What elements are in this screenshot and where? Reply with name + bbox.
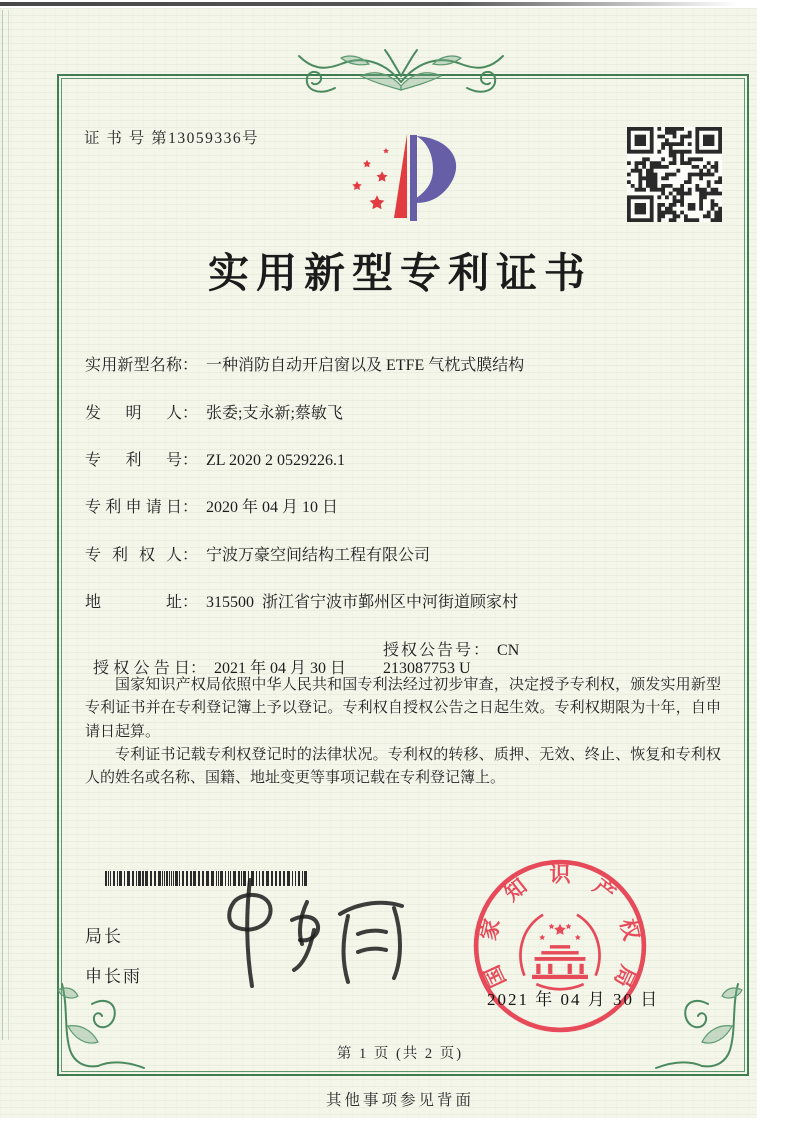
- field-label: 实用新型名称: [85, 357, 182, 374]
- page-number: 第 1 页 (共 2 页): [336, 1046, 464, 1062]
- seal-national-emblem: [521, 915, 600, 990]
- field-address: [85, 589, 518, 612]
- field-colon: ：: [182, 547, 199, 564]
- svg-text:国: 国: [479, 961, 511, 991]
- field-value: CN 213087753 U: [383, 642, 524, 677]
- scan-edge-left: [2, 10, 9, 1040]
- field-value: 2021 年 04 月 30 日: [214, 660, 347, 677]
- field-inventors: [85, 400, 343, 423]
- field-grant-number: [383, 637, 524, 678]
- svg-text:家: 家: [476, 916, 505, 943]
- logo-triangle: [394, 134, 407, 218]
- field-utility-model-name: [85, 352, 524, 375]
- signer-title: 局长: [85, 927, 123, 946]
- seal-date: 2021 年 04 月 30 日: [487, 990, 660, 1009]
- field-value: 2020 年 04 月 10 日: [206, 499, 339, 516]
- field-label: 专利号: [85, 452, 182, 469]
- field-label: 授权公告日: [93, 660, 190, 677]
- cnipa-logo-icon: [336, 130, 466, 232]
- field-label: 专利申请日: [85, 499, 182, 516]
- field-patent-number: [85, 447, 345, 470]
- scan-edge-top: [0, 2, 752, 6]
- field-patentee: [85, 542, 430, 565]
- field-value: 315500 浙江省宁波市鄞州区中河街道顾家村: [206, 594, 519, 611]
- svg-text:识: 识: [549, 862, 571, 887]
- svg-text:局: 局: [609, 961, 641, 991]
- svg-text:权: 权: [615, 916, 644, 943]
- signer-block: [85, 922, 142, 1002]
- field-colon: ：: [190, 660, 207, 677]
- field-colon: ：: [182, 452, 199, 469]
- field-label: 授权公告号: [383, 642, 474, 659]
- logo-p-stem: [410, 135, 417, 221]
- field-filing-date: [85, 494, 338, 517]
- field-label: 地址: [85, 594, 182, 611]
- field-label: 专利权人: [85, 547, 182, 564]
- field-colon: ：: [182, 357, 199, 374]
- svg-text:产: 产: [588, 873, 621, 906]
- field-value: 宁波万豪空间结构工程有限公司: [206, 547, 431, 564]
- field-label: 发明人: [85, 405, 182, 422]
- legal-paragraph-2: 专利证书记载专利权登记时的法律状况。专利权的转移、质押、无效、终止、恢复和专利权人的姓名或名称、国籍、地址变更等事项记载在专利登记簿上。: [85, 746, 721, 787]
- field-value: ZL 2020 2 0529226.1: [206, 452, 345, 469]
- field-colon: ：: [473, 642, 490, 659]
- logo-stars: [352, 148, 389, 209]
- certificate-number: 证 书 号 第13059336号: [84, 130, 260, 147]
- legal-text: [85, 674, 721, 790]
- back-side-note: 其他事项参见背面: [325, 1092, 474, 1109]
- border-ornament-top: [283, 44, 519, 108]
- qr-code: [627, 127, 722, 222]
- field-value: 张委;支永新;蔡敏飞: [206, 405, 343, 422]
- signer-name: 申长雨: [85, 967, 142, 986]
- field-value: 一种消防自动开启窗以及 ETFE 气枕式膜结构: [206, 357, 525, 374]
- legal-paragraph-1: 国家知识产权局依照中华人民共和国专利法经过初步审查，决定授予专利权，颁发实用新型专利证书并在专利登记簿上予以登记。专利权自授权公告之日起生效。专利权期限为十年，自申请日起算。: [85, 677, 721, 740]
- svg-text:知: 知: [499, 873, 532, 906]
- border-ornament-bottom-right: [652, 978, 752, 1078]
- field-colon: ：: [182, 405, 199, 422]
- field-colon: ：: [182, 499, 199, 516]
- director-signature-handwriting: [222, 872, 422, 1000]
- document-title: 实用新型专利证书: [208, 250, 592, 296]
- field-colon: ：: [182, 594, 199, 611]
